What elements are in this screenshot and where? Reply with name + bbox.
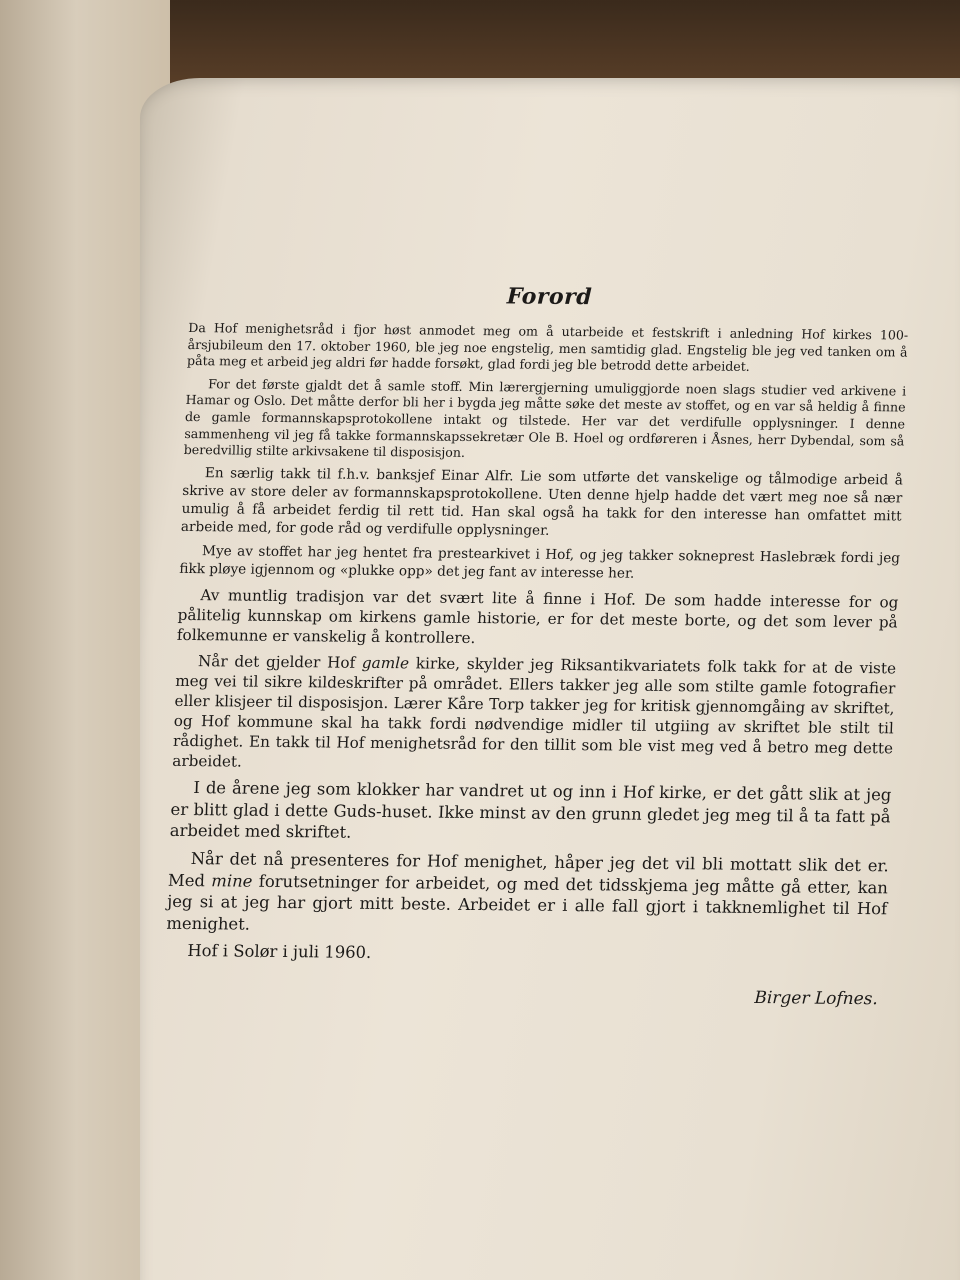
page-title: Forord [506,283,593,311]
paragraph [172,651,896,779]
paragraph-list [166,320,908,942]
paragraph [181,465,904,544]
paragraph [166,848,889,942]
italic-text: mine [211,870,253,891]
place-date: Hof i Solør i juli 1960. [187,940,372,962]
paragraph [179,543,900,586]
paragraph-text: Når det gjelder Hof [197,651,363,672]
paragraph [183,376,906,467]
paragraph-text: Når det nå presenteres for Hof menighet, håper jeg det vil bli mottatt slik det er. Med [167,849,890,890]
paragraph-text: En særlig takk til f.h.v. banksjef Einar Alfr. Lie som utførte det vanskelige og tålmodige arbeid å skrive av store deler av formannskapsprotokollene. Uten denne hjelp hadde det vært meg noe så nær umulig å få arbeidet ferdig til rett tid. Han skal også ha takk for den interesse han omfattet mitt arbeide med, for gode råd og verdifulle opplysninger. [180,465,904,539]
paragraph-text: I de årene jeg som klokker har vandret ut og inn i Hof kirke, er det gått slik at jeg er blitt glad i dette Guds-huset. Ikke minst av den grunn gledet jeg meg til å ta fatt på arbeidet med skriftet. [169,778,892,843]
italic-text: gamle [361,653,410,672]
paragraph [187,320,909,377]
paragraph-text: Da Hof menighetsråd i fjor høst anmodet meg om å utarbeide et festskrift i anledning Hof kirkes 100-årsjubileum den 17. oktober 1960, ble jeg noe engstelig, men samtidig glad. Engstelig ble jeg ved tanken om å påta meg et arbeid jeg aldri før hadde forsøkt, glad fordi jeg ble betrodd dette arbeidet. [186,319,909,375]
paragraph [169,777,891,849]
paragraph-text: kirke, skylder jeg Riksantikvariatets folk takk for at de viste meg vei til sikre kildeskrifter på området. Ellers takker jeg alle som stilte gamle fotografier eller klisjeer til disposisjon. Lærer Kåre Torp takker jeg for kritisk gjennomgåing av skriftet, og Hof kommune skal ha takk fordi nødvendige midler til utgiing av skriftet ble stilt til rådighet. En takk til Hof menighetsråd for den tillit som ble vist meg ved å betro meg dette arbeidet. [172,654,897,771]
paragraph [177,584,899,652]
paragraph-text: Av muntlig tradisjon var det svært lite å finne i Hof. De som hadde interesse for og pålitelig kunnskap om kirkens gamle historie, er for det meste borte, og det som lever på folkemunne er vanskelig å kontrollere. [176,585,899,647]
author-signature: Birger Lofnes. [754,987,879,1009]
paragraph-text: For det første gjaldt det å samle stoff. Min lærergjerning umuliggjorde noen slags studier ved arkivene i Hamar og Oslo. Det måtte derfor bli her i bygda jeg måtte søke det meste av stoffet, og en var så heldig å finne de gamle formannskapsprotokollene intakt og tilstede. Her var det verdifulle opplysninger. I denne sammenheng vil jeg få takke formannskapssekretær Ole B. Hoel og ordføreren i Åsnes, herr Dybendal, som så beredvillig stilte arkivsakene til disposisjon. [183,376,907,461]
paragraph-text: Mye av stoffet har jeg hentet fra prestearkivet i Hof, og jeg takker sokneprest Haslebræk fordi jeg fikk pløye igjennom og «plukke opp» det jeg fant av interesse her. [179,542,901,582]
text-block [163,280,910,1026]
paragraph-text: forutsetninger for arbeidet, og med det tidsskjema jeg måtte gå etter, kan jeg si at jeg har gjort mitt beste. Arbeidet er i alle fall gjort i takknemlighet til Hof menighet. [166,871,889,934]
